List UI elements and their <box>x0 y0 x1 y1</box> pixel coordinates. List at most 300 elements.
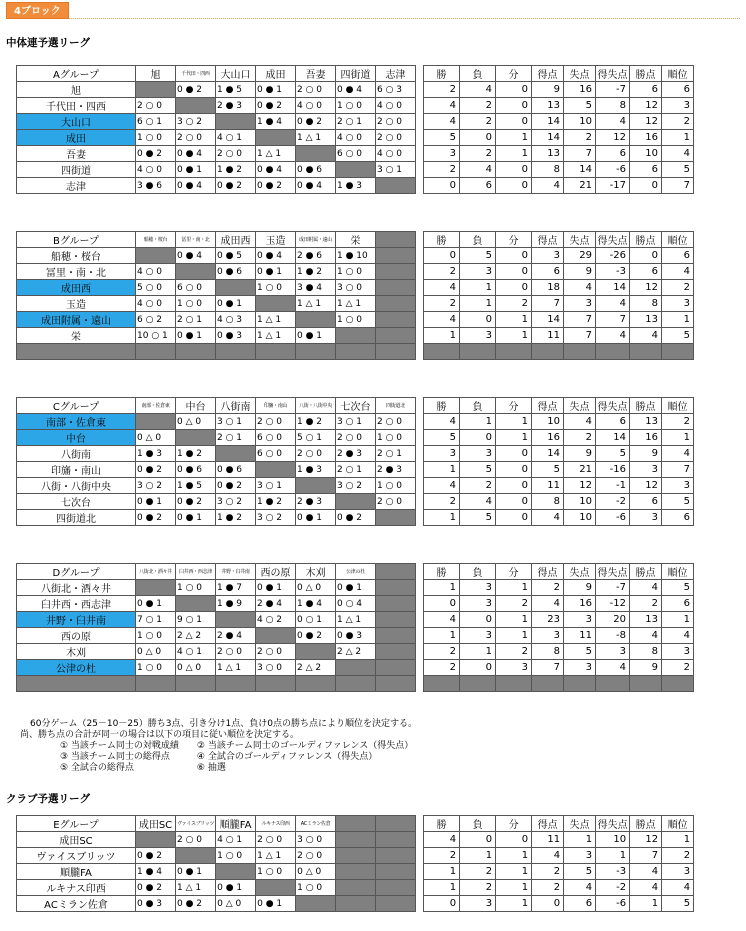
match-score-cell: 0 ● 4 <box>296 178 336 194</box>
stat-header: 勝 <box>424 232 460 248</box>
match-score-cell: 0 ● 2 <box>176 896 216 912</box>
match-score-cell: 1 ● 2 <box>256 494 296 510</box>
match-score-cell: 6 ○ 1 <box>136 114 176 130</box>
stat-value: 0 <box>496 478 532 494</box>
stat-value: 10 <box>596 832 630 848</box>
group-title: Aグループ <box>17 66 136 82</box>
opponent-header: ルキナス印西 <box>256 816 296 832</box>
match-score-cell <box>216 612 256 628</box>
match-score-cell <box>376 832 416 848</box>
stat-header: 勝点 <box>630 816 662 832</box>
table-row <box>17 296 694 312</box>
stat-value: 23 <box>532 612 564 628</box>
stat-value: 1 <box>460 848 496 864</box>
stat-value <box>564 344 596 360</box>
match-score-cell <box>136 82 176 98</box>
stat-value: 2 <box>496 644 532 660</box>
match-score-cell: 3 ○ 2 <box>136 478 176 494</box>
stat-value: 2 <box>662 280 694 296</box>
stat-value: 4 <box>564 414 596 430</box>
stat-value: 1 <box>424 462 460 478</box>
match-score-cell: 4 ○ 0 <box>336 130 376 146</box>
stat-value: 5 <box>662 494 694 510</box>
stat-value: 4 <box>424 612 460 628</box>
stat-value: 2 <box>424 296 460 312</box>
match-score-cell: 1 ● 3 <box>336 178 376 194</box>
stat-value: -16 <box>596 462 630 478</box>
stat-value: 3 <box>460 264 496 280</box>
rules-notes <box>20 719 417 774</box>
stat-header: 分 <box>496 564 532 580</box>
stat-value: 3 <box>460 328 496 344</box>
stat-value: 3 <box>460 580 496 596</box>
match-score-cell: 0 ● 1 <box>136 596 176 612</box>
match-score-cell: 10 ○ 1 <box>136 328 176 344</box>
stat-value: 5 <box>532 462 564 478</box>
table-header-row <box>17 398 694 414</box>
stat-value: 13 <box>532 146 564 162</box>
match-score-cell <box>136 344 176 360</box>
stat-value: 1 <box>424 880 460 896</box>
column-gap <box>416 580 424 596</box>
column-gap <box>416 130 424 146</box>
match-score-cell: 2 ○ 0 <box>176 130 216 146</box>
stat-value: 1 <box>424 864 460 880</box>
stat-value: 0 <box>496 446 532 462</box>
note-line: 尚、勝ち点の合計が同一の場合は以下の項目に従い順位を決定する。 <box>20 730 300 740</box>
table-row <box>17 510 694 526</box>
match-score-cell <box>376 864 416 880</box>
stat-value: -8 <box>596 628 630 644</box>
stat-value: 3 <box>630 462 662 478</box>
match-score-cell: 0 ● 2 <box>216 178 256 194</box>
opponent-header: 四街道北 <box>376 398 416 414</box>
stat-value: 2 <box>496 596 532 612</box>
match-score-cell: 1 ○ 0 <box>256 280 296 296</box>
stat-value: 0 <box>496 178 532 194</box>
table-row <box>17 264 694 280</box>
stat-value: 0 <box>460 130 496 146</box>
stat-value: 2 <box>460 146 496 162</box>
stat-value: 14 <box>596 430 630 446</box>
match-score-cell <box>176 344 216 360</box>
match-score-cell: 0 ○ 4 <box>336 596 376 612</box>
stat-value: 11 <box>532 832 564 848</box>
match-score-cell <box>336 896 376 912</box>
stat-value: 0 <box>424 596 460 612</box>
stat-value: 1 <box>424 328 460 344</box>
team-name: 千代田・四西 <box>17 98 136 114</box>
table-row <box>17 414 694 430</box>
stat-header: 得点 <box>532 66 564 82</box>
match-score-cell: 0 △ 0 <box>216 896 256 912</box>
match-score-cell: 1 ● 4 <box>256 114 296 130</box>
stat-value: 1 <box>460 414 496 430</box>
match-score-cell <box>296 676 336 692</box>
table-row <box>17 864 694 880</box>
stat-value: 2 <box>424 264 460 280</box>
opponent-header <box>376 816 416 832</box>
match-score-cell: 0 ● 1 <box>216 296 256 312</box>
stat-value: -6 <box>596 896 630 912</box>
opponent-header: 公津の杜 <box>336 564 376 580</box>
match-score-cell <box>216 344 256 360</box>
stat-value: 12 <box>630 114 662 130</box>
stat-value: 0 <box>496 832 532 848</box>
match-score-cell <box>296 644 336 660</box>
table-header-row <box>17 564 694 580</box>
stat-value: 3 <box>564 612 596 628</box>
stat-value: 1 <box>496 580 532 596</box>
opponent-header: 八街南 <box>216 398 256 414</box>
opponent-header: 成田 <box>256 66 296 82</box>
stat-value: 7 <box>532 296 564 312</box>
stat-value: 8 <box>532 162 564 178</box>
match-score-cell: 3 ○ 2 <box>336 478 376 494</box>
stat-value: 7 <box>564 312 596 328</box>
opponent-header: 印旛・南山 <box>256 398 296 414</box>
match-score-cell: 0 ● 2 <box>176 82 216 98</box>
match-score-cell: 0 ● 1 <box>176 510 216 526</box>
stat-value: 7 <box>630 848 662 864</box>
stat-value: 6 <box>630 494 662 510</box>
match-score-cell <box>376 660 416 676</box>
stat-value: 4 <box>662 146 694 162</box>
match-score-cell <box>216 280 256 296</box>
match-score-cell: 2 ○ 0 <box>256 644 296 660</box>
stat-value: -6 <box>596 162 630 178</box>
match-score-cell: 2 ○ 1 <box>176 312 216 328</box>
match-score-cell: 0 ● 2 <box>136 848 176 864</box>
column-gap <box>416 880 424 896</box>
match-score-cell: 1 ○ 0 <box>256 864 296 880</box>
table-row <box>17 676 694 692</box>
match-score-cell <box>176 848 216 864</box>
match-score-cell: 2 ● 3 <box>296 494 336 510</box>
opponent-header: 八街・八街中央 <box>296 398 336 414</box>
table-row <box>17 446 694 462</box>
match-score-cell: 3 ○ 0 <box>256 660 296 676</box>
stat-value: 3 <box>460 896 496 912</box>
stat-value: 5 <box>662 580 694 596</box>
match-score-cell: 0 ● 1 <box>256 264 296 280</box>
match-score-cell <box>376 178 416 194</box>
team-name: 七次台 <box>17 494 136 510</box>
match-score-cell: 1 △ 1 <box>176 880 216 896</box>
team-name: 八街北・酒々井 <box>17 580 136 596</box>
stat-value: 13 <box>630 612 662 628</box>
match-score-cell <box>376 264 416 280</box>
match-score-cell <box>256 130 296 146</box>
match-score-cell: 1 ● 9 <box>216 596 256 612</box>
opponent-header: 旭 <box>136 66 176 82</box>
stat-value: 0 <box>424 248 460 264</box>
stat-value: 3 <box>564 660 596 676</box>
stat-value: 4 <box>596 328 630 344</box>
stat-value: 1 <box>496 146 532 162</box>
match-score-cell: 0 ● 2 <box>136 880 176 896</box>
match-score-cell: 5 ○ 1 <box>296 430 336 446</box>
match-score-cell: 1 △ 1 <box>256 146 296 162</box>
stat-value: 1 <box>496 880 532 896</box>
stat-value: 7 <box>532 660 564 676</box>
match-score-cell <box>256 462 296 478</box>
stat-value: 5 <box>662 896 694 912</box>
stat-header: 失点 <box>564 232 596 248</box>
table-header-row <box>17 232 694 248</box>
match-score-cell: 0 ● 2 <box>216 478 256 494</box>
match-score-cell: 2 △ 2 <box>296 660 336 676</box>
stat-value: 6 <box>460 178 496 194</box>
match-score-cell: 1 △ 1 <box>296 130 336 146</box>
stat-value <box>532 344 564 360</box>
match-score-cell: 2 ● 6 <box>296 248 336 264</box>
stat-value: 21 <box>564 462 596 478</box>
match-score-cell: 1 ○ 0 <box>296 880 336 896</box>
stat-value: 8 <box>630 296 662 312</box>
opponent-header: 大山口 <box>216 66 256 82</box>
stat-header: 負 <box>460 816 496 832</box>
stat-value: 2 <box>662 660 694 676</box>
match-score-cell: 2 ● 3 <box>336 446 376 462</box>
column-gap <box>416 146 424 162</box>
match-score-cell: 1 ○ 0 <box>336 312 376 328</box>
match-score-cell: 0 ● 4 <box>256 248 296 264</box>
table-row <box>17 178 694 194</box>
team-name: 冨里・南・北 <box>17 264 136 280</box>
stat-value: 2 <box>564 130 596 146</box>
stat-value: 1 <box>496 414 532 430</box>
stat-value: -2 <box>596 880 630 896</box>
match-score-cell <box>376 644 416 660</box>
stat-value: 2 <box>630 596 662 612</box>
stat-value: 12 <box>630 98 662 114</box>
match-score-cell: 3 ○ 1 <box>256 478 296 494</box>
table-row <box>17 430 694 446</box>
stat-value: 14 <box>532 114 564 130</box>
match-score-cell <box>176 264 216 280</box>
stat-value: 6 <box>630 264 662 280</box>
stat-value: 5 <box>564 98 596 114</box>
team-name: 木刈 <box>17 644 136 660</box>
match-score-cell: 6 ○ 0 <box>256 430 296 446</box>
stat-value: 5 <box>460 510 496 526</box>
match-score-cell: 0 ● 2 <box>296 628 336 644</box>
stat-value: 12 <box>630 280 662 296</box>
table-row <box>17 660 694 676</box>
column-gap <box>416 446 424 462</box>
stat-value: 1 <box>496 612 532 628</box>
table-row <box>17 146 694 162</box>
match-score-cell <box>136 414 176 430</box>
match-score-cell: 0 ● 2 <box>136 462 176 478</box>
match-score-cell: 1 ○ 0 <box>376 430 416 446</box>
stat-value: 4 <box>532 596 564 612</box>
stat-value: 9 <box>532 82 564 98</box>
stat-value: 7 <box>564 146 596 162</box>
stat-value: -3 <box>596 264 630 280</box>
stat-value: 16 <box>630 430 662 446</box>
stat-value: 1 <box>496 896 532 912</box>
stat-value: 9 <box>564 446 596 462</box>
team-name: 船穂・桜台 <box>17 248 136 264</box>
stat-value: 7 <box>662 178 694 194</box>
match-score-cell: 0 ● 6 <box>216 462 256 478</box>
match-score-cell: 1 ● 3 <box>296 462 336 478</box>
match-score-cell: 0 ● 6 <box>296 162 336 178</box>
match-score-cell: 1 ○ 0 <box>136 628 176 644</box>
match-score-cell <box>336 848 376 864</box>
stat-value: 4 <box>662 264 694 280</box>
match-score-cell <box>376 596 416 612</box>
match-score-cell: 1 △ 1 <box>256 328 296 344</box>
match-score-cell: 3 ● 6 <box>136 178 176 194</box>
stat-value: 2 <box>662 114 694 130</box>
stat-header: 分 <box>496 232 532 248</box>
stat-value: 4 <box>630 328 662 344</box>
table-row <box>17 344 694 360</box>
match-score-cell: 7 ○ 1 <box>136 612 176 628</box>
match-score-cell: 0 ● 6 <box>216 264 256 280</box>
stat-value: 14 <box>532 446 564 462</box>
table-row <box>17 848 694 864</box>
column-gap <box>416 494 424 510</box>
stat-value: 5 <box>564 864 596 880</box>
match-score-cell: 1 ● 5 <box>216 82 256 98</box>
stat-header: 順位 <box>662 398 694 414</box>
column-gap <box>416 564 424 580</box>
column-gap <box>416 248 424 264</box>
column-gap <box>416 162 424 178</box>
stat-value: 16 <box>564 82 596 98</box>
stat-value: 9 <box>630 446 662 462</box>
match-score-cell: 1 ● 4 <box>296 596 336 612</box>
column-gap <box>416 344 424 360</box>
stat-header: 得失点 <box>596 816 630 832</box>
stat-value: 3 <box>424 146 460 162</box>
column-gap <box>416 612 424 628</box>
match-score-cell: 2 ● 3 <box>216 98 256 114</box>
stat-value: 4 <box>564 880 596 896</box>
column-gap <box>416 414 424 430</box>
stat-header: 勝 <box>424 398 460 414</box>
stat-value <box>630 676 662 692</box>
stat-header: 順位 <box>662 816 694 832</box>
stat-value: 5 <box>596 446 630 462</box>
match-score-cell <box>176 430 216 446</box>
table-header-row <box>17 816 694 832</box>
stat-value: 2 <box>532 580 564 596</box>
column-gap <box>416 462 424 478</box>
stat-value: 1 <box>496 628 532 644</box>
stat-value: 3 <box>662 296 694 312</box>
match-score-cell <box>336 880 376 896</box>
stat-value: 10 <box>630 146 662 162</box>
match-score-cell: 3 ○ 2 <box>176 114 216 130</box>
match-score-cell: 1 △ 1 <box>336 296 376 312</box>
match-score-cell: 0 △ 0 <box>136 430 176 446</box>
stat-value: 0 <box>496 462 532 478</box>
stat-value: 3 <box>424 446 460 462</box>
stat-value: 1 <box>460 280 496 296</box>
team-name: 四街道 <box>17 162 136 178</box>
match-score-cell: 0 ● 1 <box>216 880 256 896</box>
match-score-cell: 0 ● 4 <box>256 162 296 178</box>
match-score-cell: 4 ○ 1 <box>216 832 256 848</box>
stat-value: 2 <box>424 660 460 676</box>
stat-value: 0 <box>496 264 532 280</box>
match-score-cell <box>256 676 296 692</box>
stat-value: -7 <box>596 82 630 98</box>
column-gap <box>416 430 424 446</box>
opponent-header: 志津 <box>376 66 416 82</box>
stat-value: 4 <box>460 162 496 178</box>
match-score-cell: 0 ● 2 <box>256 98 296 114</box>
stat-value: 3 <box>532 248 564 264</box>
opponent-header: ヴァイスブリッツ <box>176 816 216 832</box>
match-score-cell <box>336 344 376 360</box>
stat-value: 1 <box>662 612 694 628</box>
stat-header: 負 <box>460 232 496 248</box>
match-score-cell <box>376 580 416 596</box>
stat-value: -6 <box>596 510 630 526</box>
team-name: 南部・佐倉東 <box>17 414 136 430</box>
match-score-cell <box>176 676 216 692</box>
stat-header: 得点 <box>532 816 564 832</box>
stat-value <box>424 344 460 360</box>
stat-value: 10 <box>564 114 596 130</box>
stat-value: 8 <box>630 644 662 660</box>
match-score-cell: 1 △ 1 <box>256 848 296 864</box>
stat-value: 29 <box>564 248 596 264</box>
match-score-cell: 0 ● 1 <box>256 580 296 596</box>
team-name: 順朧FA <box>17 864 136 880</box>
stat-value: 12 <box>596 130 630 146</box>
stat-value: -26 <box>596 248 630 264</box>
match-score-cell <box>376 628 416 644</box>
column-gap <box>416 296 424 312</box>
column-gap <box>416 596 424 612</box>
stat-header: 得点 <box>532 564 564 580</box>
stat-value: 3 <box>564 296 596 312</box>
opponent-header: 栄 <box>336 232 376 248</box>
table-row <box>17 280 694 296</box>
column-gap <box>416 510 424 526</box>
stat-header: 分 <box>496 816 532 832</box>
stat-value: 16 <box>630 130 662 146</box>
stat-value: 5 <box>564 644 596 660</box>
match-score-cell: 2 ○ 0 <box>216 644 256 660</box>
opponent-header: 臼井西・西志津 <box>176 564 216 580</box>
stat-value: 4 <box>630 580 662 596</box>
match-score-cell: 2 ○ 0 <box>256 414 296 430</box>
stat-value: 11 <box>532 478 564 494</box>
stat-value <box>596 344 630 360</box>
stat-value: 1 <box>496 328 532 344</box>
table-row <box>17 162 694 178</box>
match-score-cell: 0 ● 1 <box>256 896 296 912</box>
match-score-cell: 2 ● 4 <box>216 628 256 644</box>
table-row <box>17 494 694 510</box>
team-name: 八街南 <box>17 446 136 462</box>
stat-value: 11 <box>564 628 596 644</box>
match-score-cell <box>336 676 376 692</box>
stat-value: 1 <box>564 832 596 848</box>
team-name: ヴァイスブリッツ <box>17 848 136 864</box>
opponent-header: ACミラン佐倉 <box>296 816 336 832</box>
match-score-cell: 2 ○ 0 <box>176 832 216 848</box>
team-name: 井野・臼井南 <box>17 612 136 628</box>
